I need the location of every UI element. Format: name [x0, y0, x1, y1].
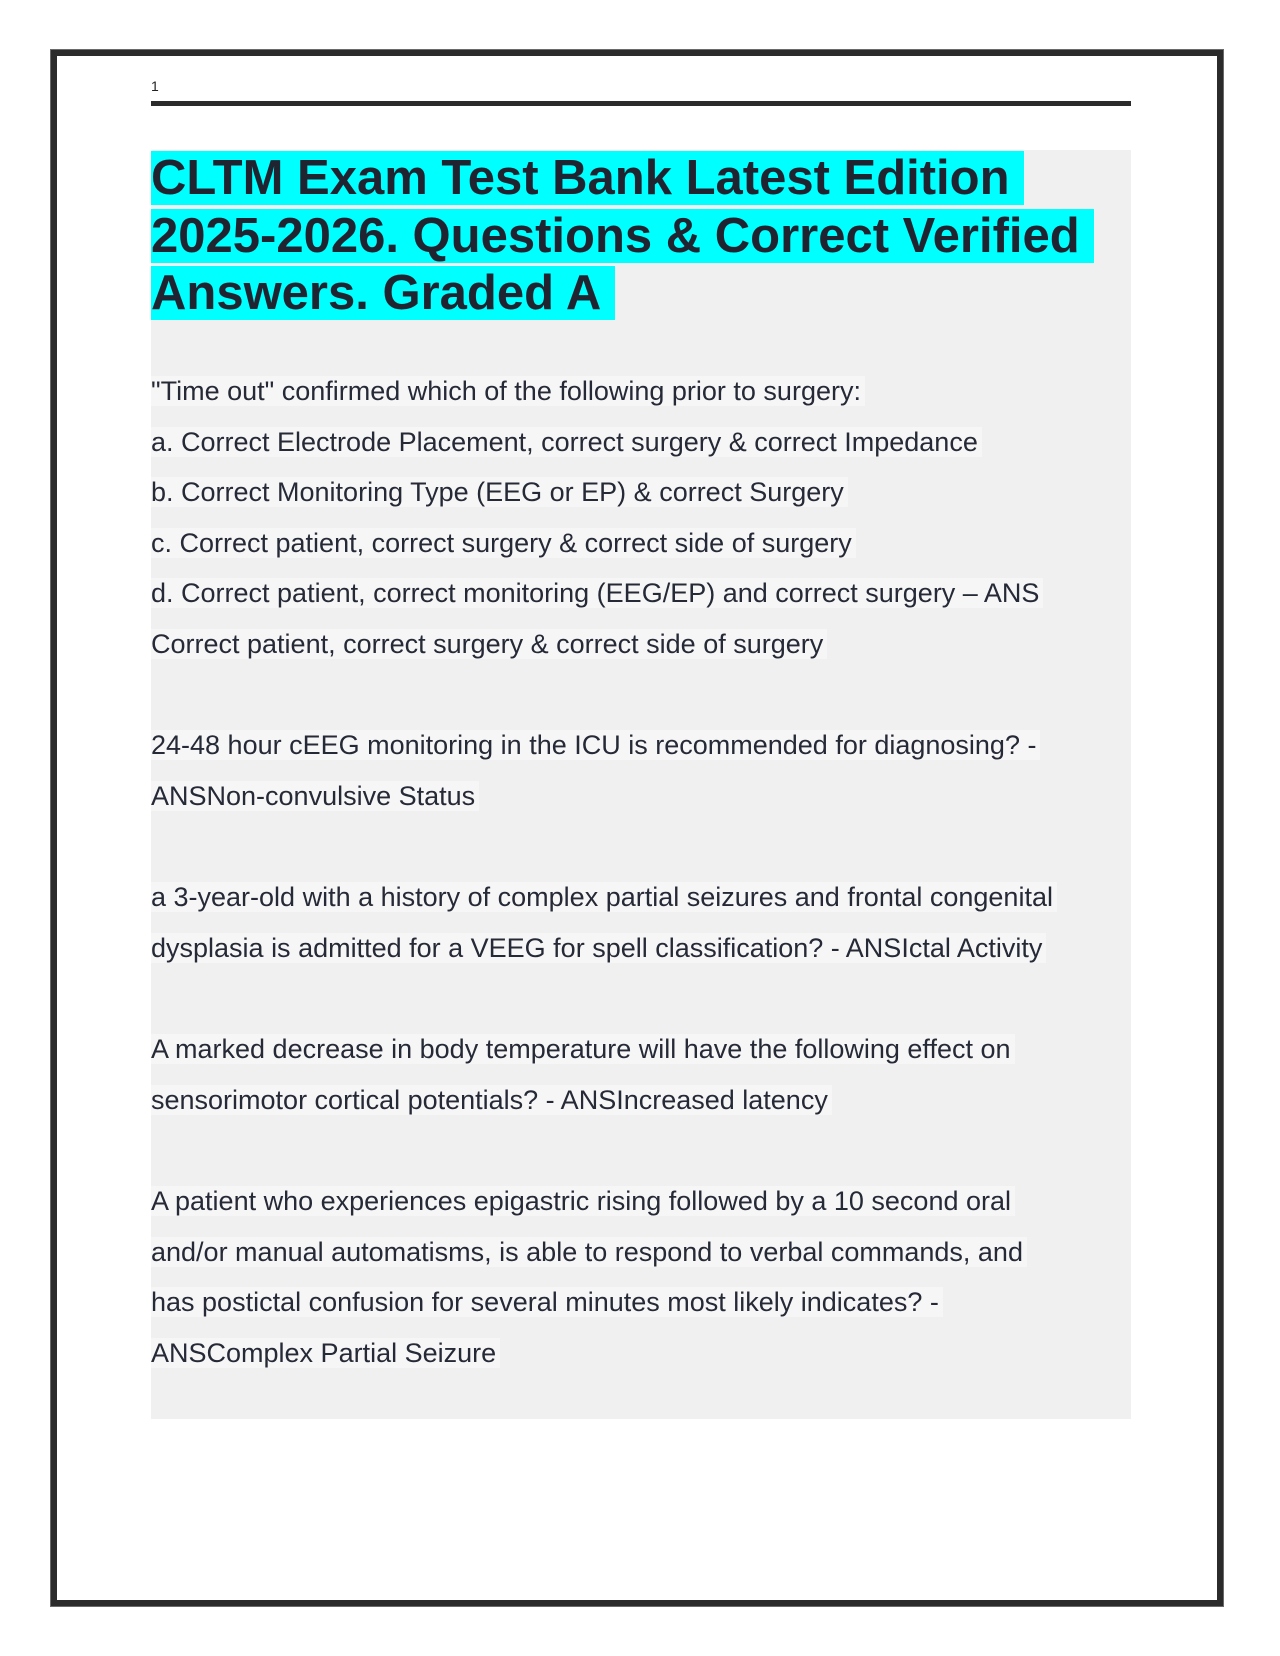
- answer-option-a: a. Correct Electrode Placement, correct surgery & correct Impedance: [151, 427, 982, 457]
- question-text: A patient who experiences epigastric rising followed by a 10 second oral: [151, 1186, 1015, 1216]
- correct-answer: Correct patient, correct surgery & correct side of surgery: [151, 629, 827, 659]
- question-block-epigastric: [151, 1176, 1027, 1378]
- answer-option-c: c. Correct patient, correct surgery & correct side of surgery: [151, 528, 856, 558]
- correct-answer: ANSComplex Partial Seizure: [151, 1338, 500, 1368]
- correct-answer: ANSNon-convulsive Status: [151, 781, 479, 811]
- question-text: A marked decrease in body temperature will have the following effect on: [151, 1034, 1015, 1064]
- page-number: 1: [151, 78, 159, 94]
- question-text: a 3-year-old with a history of complex partial seizures and frontal congenital: [151, 882, 1057, 912]
- question-text: and/or manual automatisms, is able to respond to verbal commands, and: [151, 1237, 1027, 1267]
- question-block-veeg: [151, 872, 1057, 973]
- question-text-with-answer: dysplasia is admitted for a VEEG for spell classification? - ANSIctal Activity: [151, 933, 1046, 963]
- title-line-1: CLTM Exam Test Bank Latest Edition: [151, 151, 1024, 205]
- question-text: 24-48 hour cEEG monitoring in the ICU is recommended for diagnosing? -: [151, 730, 1040, 760]
- question-block-time-out: [151, 366, 1043, 669]
- question-text-with-answer: sensorimotor cortical potentials? - ANSIncreased latency: [151, 1085, 832, 1115]
- header-rule: [151, 101, 1131, 106]
- question-block-ceeg: [151, 720, 1040, 821]
- title-line-3: Answers. Graded A: [151, 266, 615, 320]
- answer-option-d: d. Correct patient, correct monitoring (EEG/EP) and correct surgery – ANS: [151, 578, 1043, 608]
- question-text: has postictal confusion for several minutes most likely indicates? -: [151, 1287, 943, 1317]
- title-line-2: 2025-2026. Questions & Correct Verified: [151, 209, 1094, 263]
- question-text: "Time out" confirmed which of the following prior to surgery:: [151, 376, 865, 406]
- question-block-temperature: [151, 1024, 1015, 1125]
- document-title: [151, 150, 1131, 323]
- answer-option-b: b. Correct Monitoring Type (EEG or EP) & correct Surgery: [151, 477, 848, 507]
- document-body: [151, 150, 1131, 1419]
